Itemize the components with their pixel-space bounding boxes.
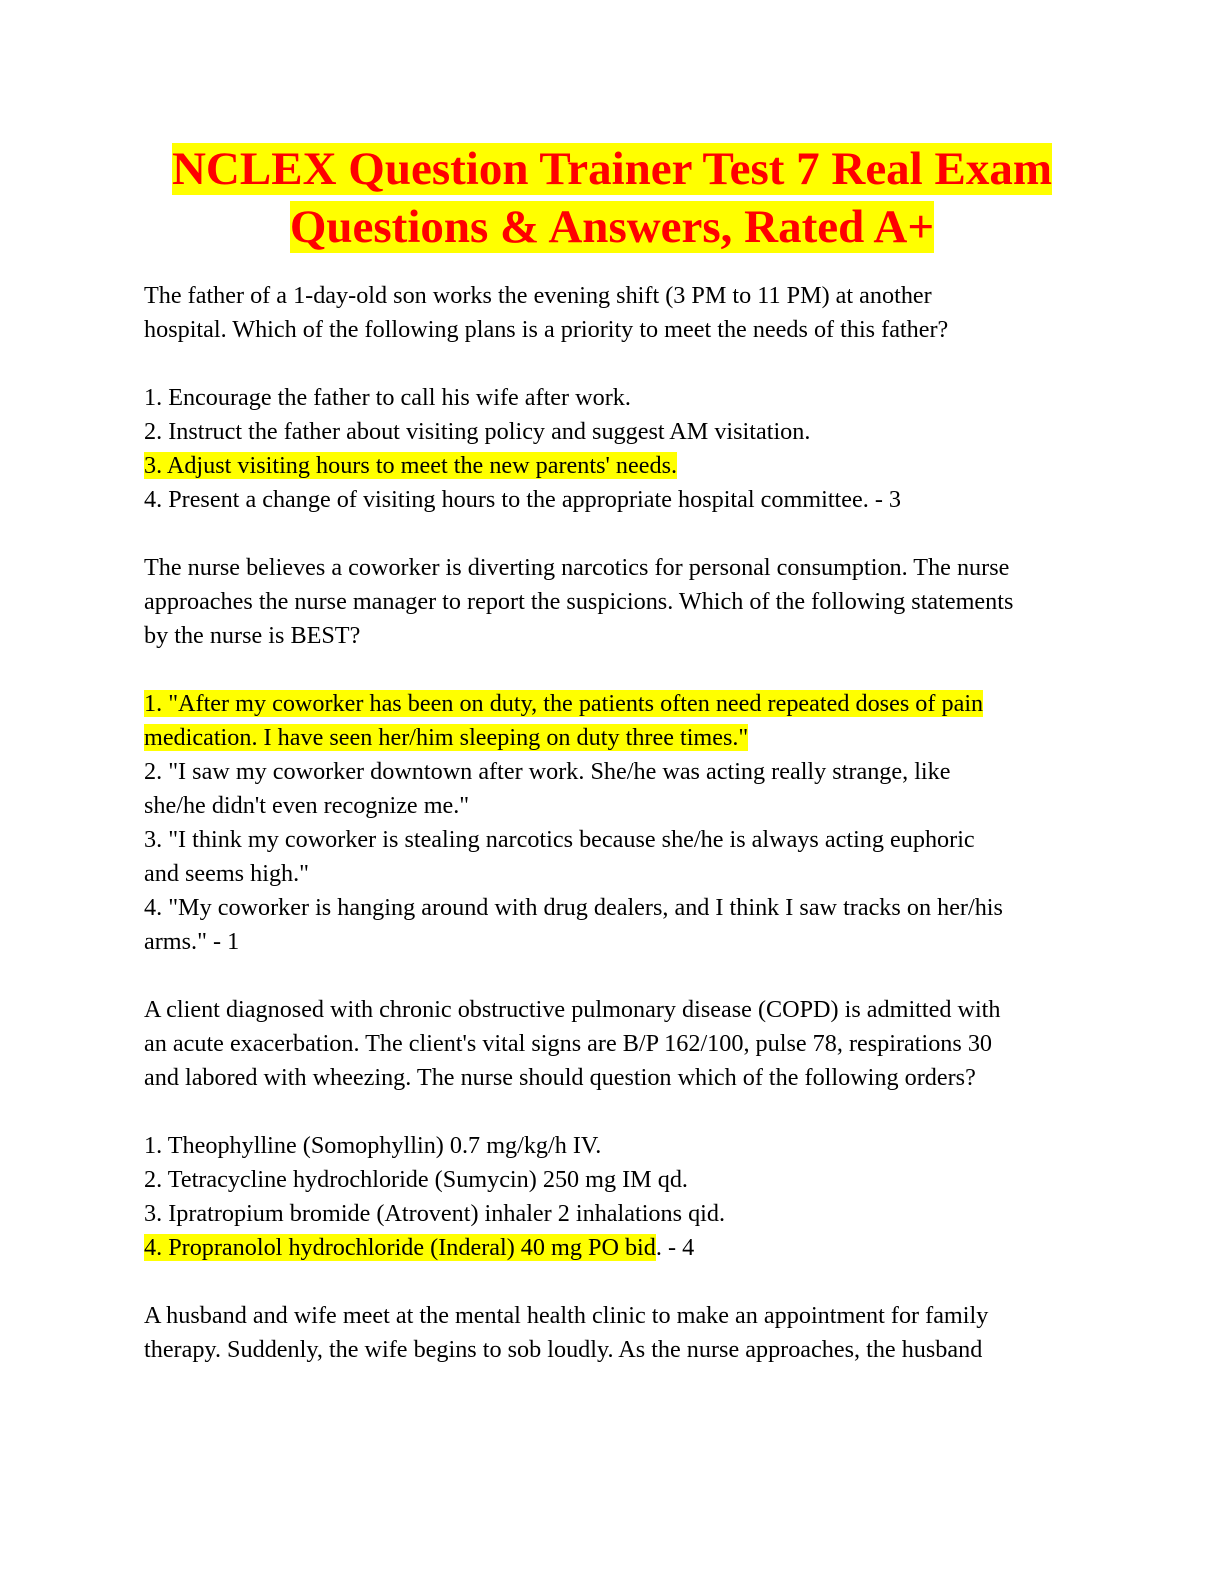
q2-stem-line-1: The nurse believes a coworker is diverting narcotics for personal consumption. The nurse: [144, 554, 1010, 581]
q2-option-1-line-2: [144, 721, 748, 755]
title-line-2: Questions & Answers, Rated A+: [289, 201, 935, 253]
q2-stem-line-2: approaches the nurse manager to report the suspicions. Which of the following statements: [144, 588, 1014, 615]
q2-option-1-line-1: [144, 687, 983, 721]
q2-option-2-line-2: she/he didn't even recognize me.": [144, 792, 470, 819]
q4-stem-line-2: therapy. Suddenly, the wife begins to sob loudly. As the nurse approaches, the husband: [144, 1336, 983, 1363]
q4-stem-line-1: A husband and wife meet at the mental health clinic to make an appointment for family: [144, 1302, 989, 1329]
q1-option-1: 1. Encourage the father to call his wife after work.: [144, 384, 631, 411]
q2-option-2-line-1: 2. "I saw my coworker downtown after work. She/he was acting really strange, like: [144, 758, 951, 785]
q3-option-4-highlight: 4. Propranolol hydrochloride (Inderal) 40 mg PO bid: [144, 1234, 656, 1261]
q2-stem-line-3: by the nurse is BEST?: [144, 622, 361, 649]
q1-option-3-correct: [144, 449, 677, 483]
q3-option-4-answer: . - 4: [655, 1234, 695, 1261]
q3-stem-line-1: A client diagnosed with chronic obstructive pulmonary disease (COPD) is admitted with: [144, 996, 1001, 1023]
q3-stem-line-2: an acute exacerbation. The client's vital signs are B/P 162/100, pulse 78, respirations 30: [144, 1030, 993, 1057]
q1-option-3-highlight: 3. Adjust visiting hours to meet the new parents' needs.: [144, 452, 678, 479]
q3-stem-line-3: and labored with wheezing. The nurse should question which of the following orders?: [144, 1064, 976, 1091]
q2-option-3-line-1: 3. "I think my coworker is stealing narcotics because she/he is always acting euphoric: [144, 826, 975, 853]
q2-option-4-line-1: 4. "My coworker is hanging around with drug dealers, and I think I saw tracks on her/his: [144, 894, 1003, 921]
q3-option-1: 1. Theophylline (Somophyllin) 0.7 mg/kg/h IV.: [144, 1132, 602, 1159]
q1-stem-line-1: The father of a 1-day-old son works the evening shift (3 PM to 11 PM) at another: [144, 282, 932, 309]
q3-option-2: 2. Tetracycline hydrochloride (Sumycin) 250 mg IM qd.: [144, 1166, 688, 1193]
q1-option-4: 4. Present a change of visiting hours to the appropriate hospital committee. - 3: [144, 486, 902, 513]
q1-option-2: 2. Instruct the father about visiting policy and suggest AM visitation.: [144, 418, 811, 445]
q3-option-3: 3. Ipratropium bromide (Atrovent) inhaler 2 inhalations qid.: [144, 1200, 726, 1227]
q2-option-1-highlight-b: medication. I have seen her/him sleeping on duty three times.": [144, 724, 749, 751]
q1-stem-line-2: hospital. Which of the following plans is a priority to meet the needs of this father?: [144, 316, 949, 343]
title-line-1: NCLEX Question Trainer Test 7 Real Exam: [171, 143, 1052, 195]
q2-option-3-line-2: and seems high.": [144, 860, 310, 887]
q2-option-4-line-2: arms." - 1: [144, 928, 240, 955]
page-title: [0, 140, 1224, 256]
q3-option-4: [144, 1231, 694, 1265]
q2-option-1-highlight-a: 1. "After my coworker has been on duty, the patients often need repeated doses of pain: [144, 690, 984, 717]
